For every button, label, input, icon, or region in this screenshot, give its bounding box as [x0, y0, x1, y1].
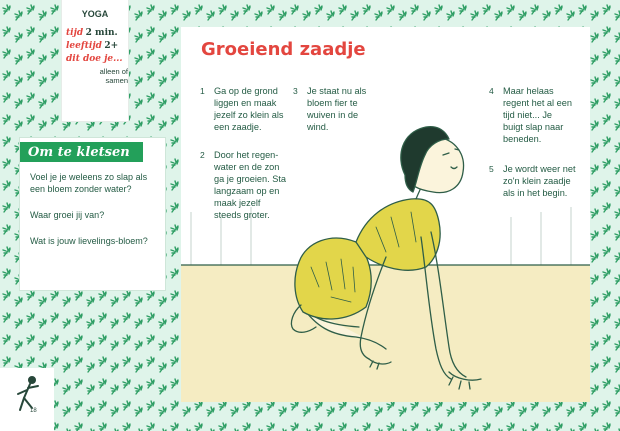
exercise-title: Groeiend zaadje [201, 39, 366, 60]
age-label: leeftijd [66, 41, 102, 51]
time-row [66, 27, 126, 39]
question-1: Voel je je weleens zo slap als een bloem zonder water? [30, 172, 148, 194]
step-text: Door het regen-water en de zon ga je groeien. Sta langzaam op en maak jezelf steeds groter. [214, 150, 287, 220]
time-label: tijd [66, 28, 84, 38]
exercise-card [181, 27, 590, 402]
step-1 [200, 85, 286, 133]
step-number: 4 [489, 86, 494, 96]
step-number: 3 [293, 86, 298, 96]
mode-line-2: samen [105, 76, 128, 85]
age-value: 2+ [104, 41, 119, 51]
category-label: YOGA [81, 9, 109, 19]
discussion-title: Om te kletsen [28, 145, 130, 160]
discussion-header [20, 142, 143, 162]
step-text: Je wordt weer net zo'n klein zaadje als in het begin. [503, 164, 576, 198]
step-5 [489, 163, 579, 199]
step-text: Je staat nu als bloem fier te wuiven in de wind. [307, 86, 367, 132]
step-number: 2 [200, 150, 205, 160]
step-number: 1 [200, 86, 205, 96]
info-tag [62, 0, 128, 121]
step-text: Ga op de grond liggen en maak jezelf zo klein als een zaadje. [214, 86, 284, 132]
mode-line-1: alleen of [99, 67, 128, 76]
do-label: dit doe je... [66, 54, 123, 64]
question-2: Waar groei jij van? [30, 210, 105, 220]
step-text: Maar helaas regent het al een tijd niet... Je buigt slap naar beneden. [503, 86, 572, 144]
page-number: 18 [30, 408, 37, 414]
discussion-box [19, 137, 166, 291]
step-3 [293, 85, 379, 133]
step-number: 5 [489, 164, 494, 174]
stick-figure-icon [8, 374, 46, 416]
age-row [66, 40, 126, 52]
question-3: Wat is jouw lievelings-bloem? [30, 236, 148, 246]
time-value: 2 min. [85, 28, 118, 38]
page-badge [0, 368, 54, 431]
do-row [66, 53, 126, 65]
step-4 [489, 85, 573, 145]
step-2 [200, 149, 290, 221]
